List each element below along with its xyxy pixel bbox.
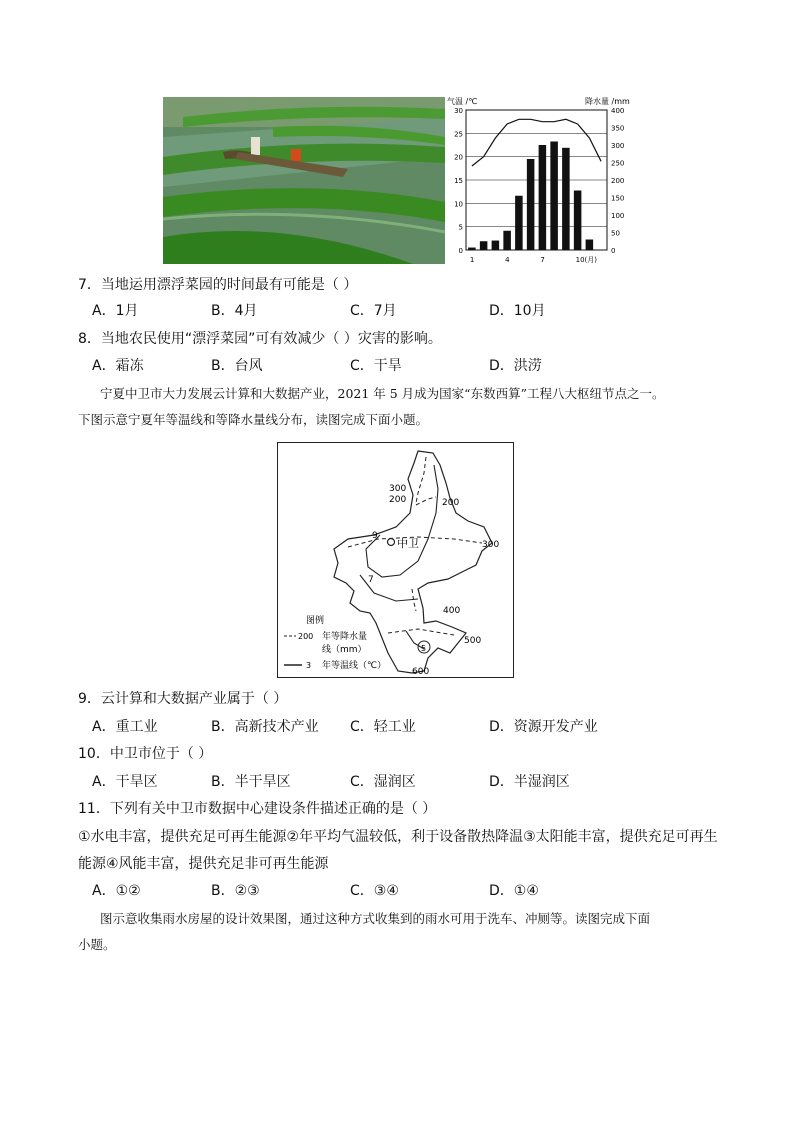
left-tick-label: 0 (458, 247, 463, 255)
question-11-stem: 11．下列有关中卫市数据中心建设条件描述正确的是（ ） (78, 801, 437, 817)
legend-temp-sample: 3 (306, 661, 312, 670)
rain-intro-line-1: 图示意收集雨水房屋的设计效果图，通过这种方式收集到的雨水可用于洗车、冲厕等。读图完成下面 (100, 911, 651, 926)
legend-rain-label-2: 线（mm） (322, 645, 367, 655)
x-tick-label: 7 (540, 256, 545, 264)
question-7-option-a[interactable]: A．1月 (92, 303, 139, 319)
left-tick-label: 30 (454, 107, 463, 115)
isohyet-200-mid (416, 497, 436, 505)
question-10-stem: 10．中卫市位于（ ） (78, 746, 213, 762)
legend-rain-sample: 200 (298, 632, 314, 641)
question-11-statements-line-1: ①水电丰富，提供充足可再生能源②年平均气温较低，利于设备散热降温③太阳能丰富，提供充足可再生 (78, 829, 718, 845)
question-11-statements-line-2: 能源④风能丰富，提供充足非可再生能源 (78, 856, 329, 872)
zhongwei-marker (388, 539, 395, 546)
question-8-option-b[interactable]: B．台风 (211, 358, 263, 374)
question-8-option-c[interactable]: C．干旱 (350, 358, 402, 374)
question-7-option-d[interactable]: D．10月 (489, 303, 546, 319)
question-10-option-a[interactable]: A．干旱区 (92, 774, 158, 790)
question-10-option-b[interactable]: B．半干旱区 (211, 774, 291, 790)
question-7-stem: 7．当地运用漂浮菜园的时间最有可能是（ ） (78, 277, 358, 293)
temperature-curve (472, 119, 601, 166)
map-label-200-north: 200 (389, 495, 407, 505)
right-tick-label: 400 (611, 107, 625, 115)
precipitation-bar (468, 248, 476, 250)
isohyet-200-north (416, 457, 426, 503)
map-label-5: 5 (421, 644, 427, 653)
question-9-option-d[interactable]: D．资源开发产业 (489, 719, 598, 735)
precipitation-bar (539, 145, 547, 250)
map-label-500: 500 (464, 636, 482, 646)
map-label-300-north: 300 (389, 484, 407, 494)
isohyet-500 (388, 629, 454, 635)
right-tick-label: 150 (611, 194, 625, 203)
left-tick-label: 25 (454, 130, 463, 139)
right-tick-label: 50 (611, 229, 620, 238)
precipitation-bar (480, 241, 488, 250)
map-label-400: 400 (443, 606, 461, 616)
left-tick-label: 5 (458, 223, 463, 232)
floating-garden-photo (163, 97, 445, 264)
climate-chart (447, 94, 635, 266)
rain-intro-line-2: 小题。 (78, 937, 116, 952)
question-9-stem: 9．云计算和大数据产业属于（ ） (78, 691, 288, 707)
right-tick-label: 0 (611, 247, 616, 255)
map-label-300-east: 300 (482, 540, 500, 550)
question-7-option-c[interactable]: C．7月 (350, 303, 397, 319)
map-label-7: 7 (368, 575, 374, 585)
left-tick-label: 15 (454, 177, 463, 185)
right-tick-label: 300 (611, 142, 625, 150)
legend-title: 图例 (306, 616, 325, 626)
precipitation-bar (574, 191, 582, 251)
right-tick-label: 100 (611, 212, 625, 220)
ningxia-isoline-map (277, 442, 514, 678)
question-7-option-b[interactable]: B．4月 (211, 303, 258, 319)
x-tick-label: 10(月) (575, 256, 597, 264)
question-10-option-c[interactable]: C．湿润区 (350, 774, 416, 790)
x-tick-label: 4 (505, 256, 510, 264)
question-9-option-a[interactable]: A．重工业 (92, 719, 158, 735)
precipitation-bar (527, 159, 535, 250)
floating-garden-image (163, 97, 445, 264)
question-11-option-c[interactable]: C．③④ (350, 883, 399, 899)
question-9-option-b[interactable]: B．高新技术产业 (211, 719, 319, 735)
question-8-stem: 8．当地农民使用“漂浮菜园”可有效减少（ ）灾害的影响。 (78, 331, 442, 347)
left-tick-label: 10 (454, 200, 463, 209)
zhongwei-label: 中卫 (397, 537, 419, 550)
precipitation-bar (515, 196, 523, 250)
map-label-9: 9 (372, 531, 378, 541)
precipitation-bar (503, 231, 511, 250)
question-9-option-c[interactable]: C．轻工业 (350, 719, 416, 735)
map-label-600: 600 (412, 667, 430, 677)
climate-chart-svg (447, 94, 635, 266)
precipitation-bar (562, 148, 570, 250)
ningxia-intro-line-2: 下图示意宁夏年等温线和等降水量线分布，读图完成下面小题。 (78, 412, 429, 427)
legend-rain-label-1: 年等降水量 (322, 632, 368, 642)
precipitation-bar (550, 142, 558, 251)
right-tick-label: 200 (611, 177, 625, 185)
right-tick-label: 250 (611, 159, 625, 168)
ningxia-intro-line-1: 宁夏中卫市大力发展云计算和大数据产业，2021 年 5 月成为国家“东数西算”工程八大枢纽节点之一。 (100, 386, 665, 401)
question-11-option-b[interactable]: B．②③ (211, 883, 260, 899)
precipitation-bar (586, 240, 594, 251)
legend-temp-label: 年等温线（℃） (322, 661, 387, 671)
right-tick-label: 350 (611, 124, 625, 133)
map-label-200-east: 200 (442, 498, 460, 508)
right-axis-label: 降水量 /mm (585, 97, 630, 106)
question-11-option-a[interactable]: A．①② (92, 883, 141, 899)
x-tick-label: 1 (469, 256, 475, 264)
ningxia-map-svg (278, 443, 513, 677)
question-8-option-a[interactable]: A．霜冻 (92, 358, 144, 374)
precipitation-bar (492, 241, 500, 250)
question-10-option-d[interactable]: D．半湿润区 (489, 774, 570, 790)
question-8-option-d[interactable]: D．洪涝 (489, 358, 542, 374)
left-axis-label: 气温 /℃ (447, 97, 478, 106)
left-tick-label: 20 (454, 153, 463, 162)
question-11-option-d[interactable]: D．①④ (489, 883, 539, 899)
